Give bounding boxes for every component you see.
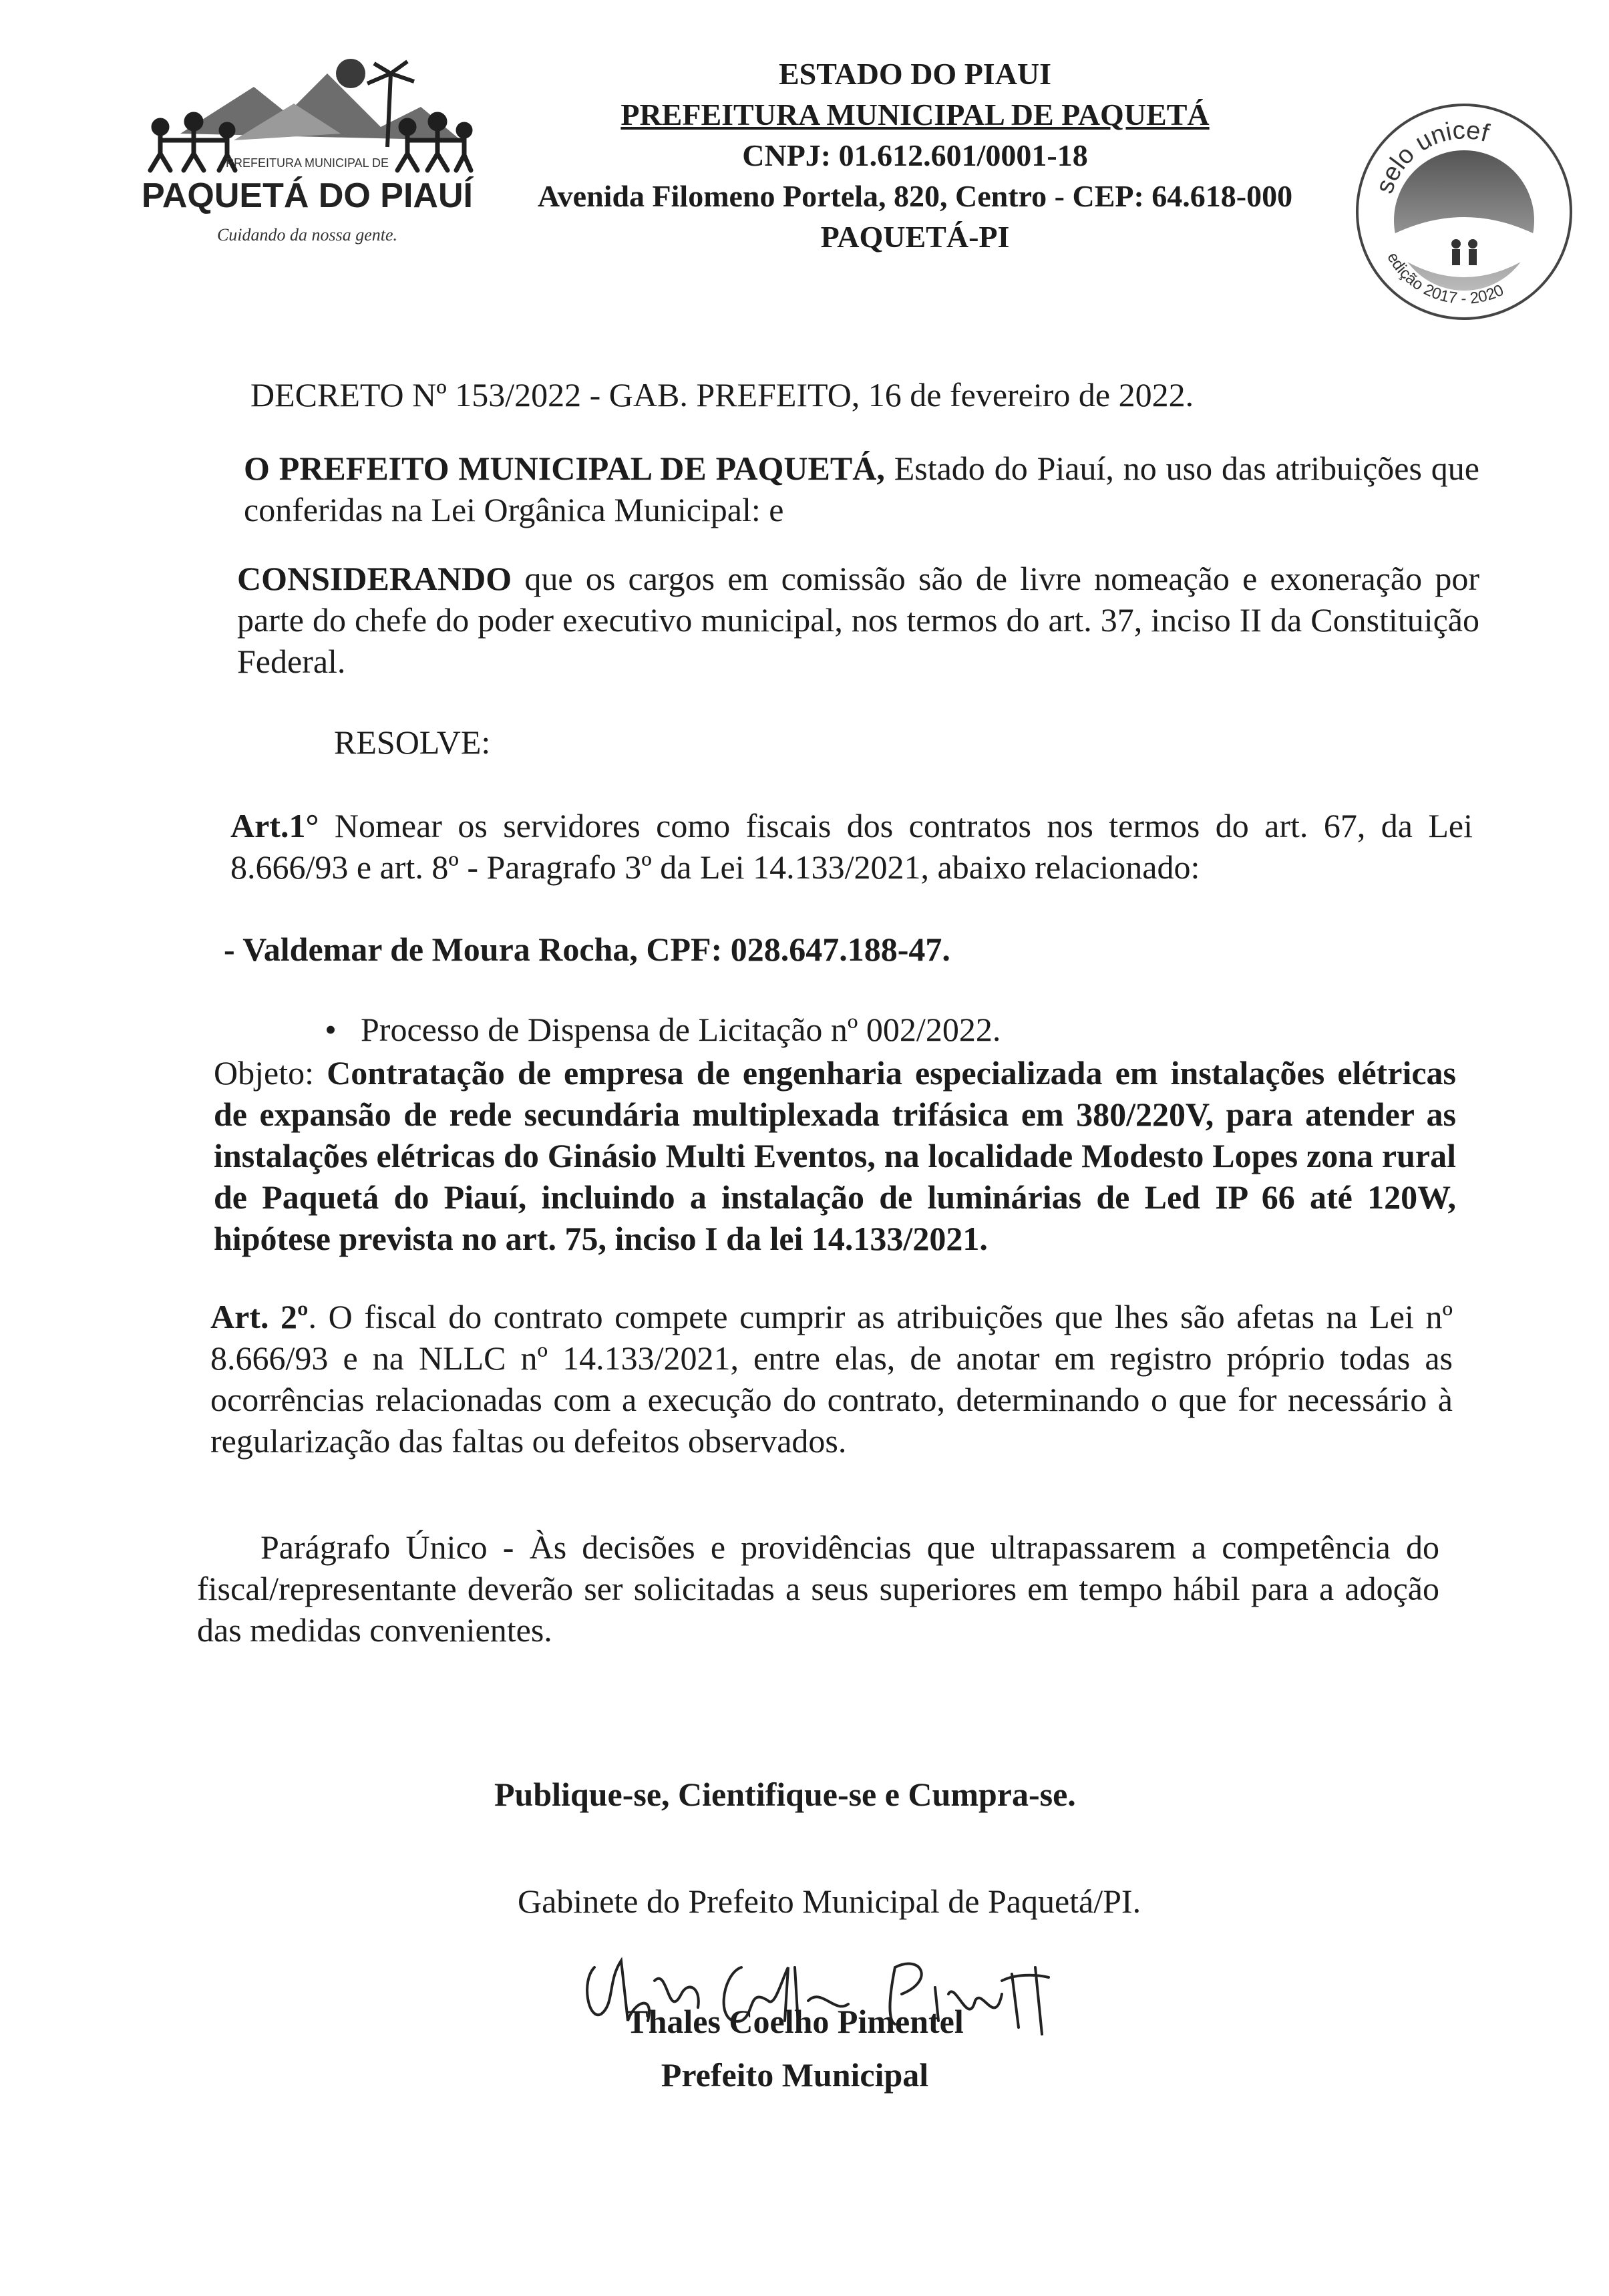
process-item (301, 1009, 1369, 1050)
seal-graphic (1353, 100, 1576, 324)
appointed-person: - Valdemar de Moura Rocha, CPF: 028.647.188-47. (224, 931, 950, 968)
object-paragraph (214, 1052, 1456, 1259)
svg-text:PREFEITURA MUNICIPAL DE: PREFEITURA MUNICIPAL DE (225, 156, 389, 170)
article-2-label: Art. 2º (210, 1298, 309, 1335)
intro-text: Estado do Piauí, no uso das atribuições que conferidas na Lei Orgânica Municipal: e (244, 450, 1480, 528)
article-1 (230, 805, 1473, 888)
paragraph-unique: Parágrafo Único - Às decisões e providências que ultrapassarem a competência do fiscal/representante deverão ser solicitadas a seus superiores em tempo hábil para a adoção das medidas convenientes. (197, 1528, 1439, 1649)
cnpj-line: CNPJ: 01.612.601/0001-18 (742, 138, 1088, 172)
article-1-text: Nomear os servidores como fiscais dos contratos nos termos do art. 67, da Lei 8.666/93 e art. 8º - Paragrafo 3º da Lei 14.133/2021, abaixo relacionado: (230, 807, 1473, 886)
resolve-heading: RESOLVE: (334, 723, 491, 761)
considering-bold: CONSIDERANDO (237, 560, 512, 597)
state-line: ESTADO DO PIAUI (778, 57, 1052, 91)
signer-role: Prefeito Municipal (661, 2056, 929, 2094)
svg-text:edição 2017 - 2020: edição 2017 - 2020 (1383, 249, 1507, 308)
process-text: Processo de Dispensa de Licitação nº 002/2022. (361, 1011, 1001, 1048)
decree-title: DECRETO Nº 153/2022 - GAB. PREFEITO, 16 de fevereiro de 2022. (250, 376, 1194, 414)
bullet-icon: • (325, 1011, 337, 1048)
office-line: Gabinete do Prefeito Municipal de Paquetá/PI. (518, 1882, 1141, 1920)
city-line: PAQUETÁ-PI (820, 220, 1010, 254)
municipal-logo (140, 47, 474, 267)
object-text: Contratação de empresa de engenharia especializada em instalações elétricas de expansão de rede secundária multiplexada trifásica em 380/220V, para atender as instalações elétricas do Ginásio Multi Eventos, na localidade Modesto Lopes zona rural de Paquetá do Piauí, incluindo a instalação de luminárias de Led IP 66 até 120W, hipótese prevista no art. 75, inciso I da lei 14.133/2021. (214, 1054, 1456, 1257)
article-2 (210, 1296, 1453, 1462)
intro-paragraph (244, 448, 1479, 530)
logo-graphic (140, 47, 474, 267)
address-line: Avenida Filomeno Portela, 820, Centro - CEP: 64.618-000 (537, 179, 1293, 213)
unicef-seal (1353, 100, 1576, 324)
considering-paragraph (237, 558, 1479, 682)
letterhead (481, 53, 1349, 257)
svg-text:selo unicef: selo unicef (1370, 116, 1492, 197)
article-2-text: . O fiscal do contrato compete cumprir as atribuições que lhes são afetas na Lei nº 8.666/93 e na NLLC nº 14.133/2021, entre elas, de anotar em registro próprio todas as ocorrências relacionadas com a execução do contrato, determinando o que for necessário à regularização das faltas ou defeitos observados. (210, 1298, 1453, 1460)
svg-text:PAQUETÁ DO PIAUÍ: PAQUETÁ DO PIAUÍ (142, 176, 473, 215)
svg-text:Cuidando da nossa gente.: Cuidando da nossa gente. (216, 225, 398, 244)
object-label: Objeto: (214, 1054, 314, 1092)
signer-name: Thales Coelho Pimentel (626, 2003, 964, 2040)
prefecture-line: PREFEITURA MUNICIPAL DE PAQUETÁ (620, 98, 1210, 132)
considering-text: que os cargos em comissão são de livre nomeação e exoneração por parte do chefe do poder executivo municipal, nos termos do art. 37, inciso II da Constituição Federal. (237, 560, 1479, 680)
publish-line: Publique-se, Cientifique-se e Cumpra-se. (494, 1776, 1076, 1813)
article-1-label: Art.1° (230, 807, 319, 844)
intro-bold: O PREFEITO MUNICIPAL DE PAQUETÁ, (244, 450, 885, 487)
